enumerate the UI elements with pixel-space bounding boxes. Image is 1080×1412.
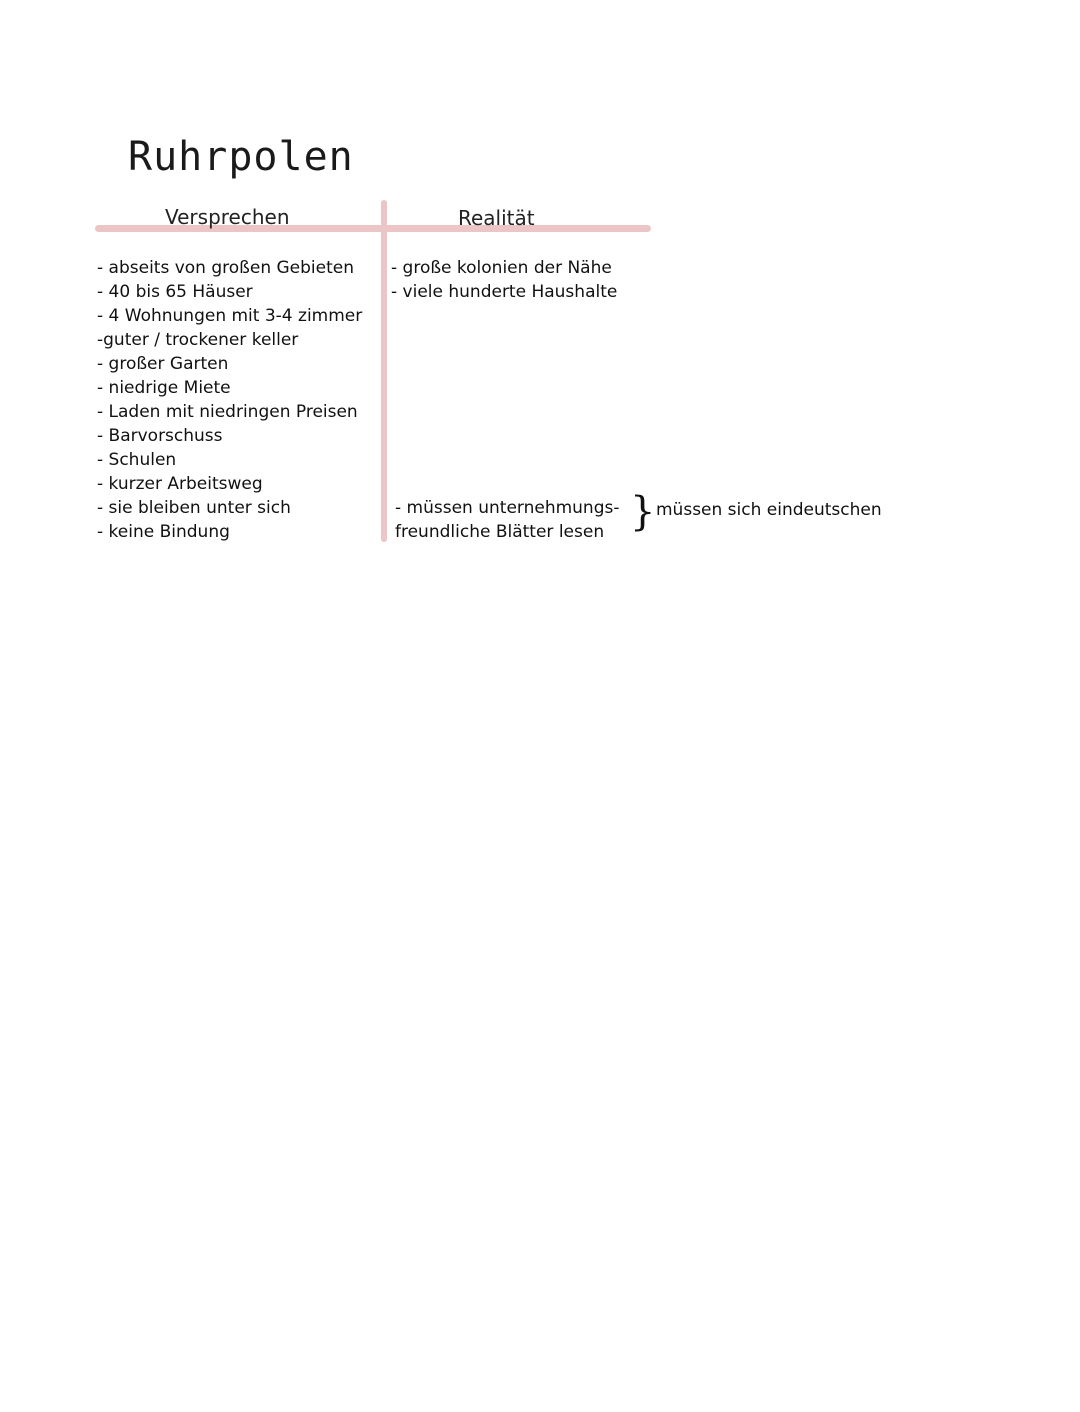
list-item: -guter / trockener keller — [97, 330, 299, 350]
list-item: - abseits von großen Gebieten — [97, 258, 355, 278]
list-item: - große kolonien der Nähe — [391, 258, 612, 278]
list-item: - sie bleiben unter sich — [97, 498, 291, 518]
list-item: - großer Garten — [97, 354, 229, 374]
list-item: - Barvorschuss — [97, 426, 223, 446]
list-item: - kurzer Arbeitsweg — [97, 474, 263, 494]
page-title: Ruhrpolen — [128, 134, 354, 180]
promises-list — [97, 256, 362, 544]
list-item: - 40 bis 65 Häuser — [97, 282, 253, 302]
column-header-versprechen: Versprechen — [165, 205, 290, 229]
reality-list — [391, 256, 617, 304]
reality-note — [395, 496, 620, 544]
column-header-realitaet: Realität — [458, 206, 535, 230]
list-item: - niedrige Miete — [97, 378, 231, 398]
brace-symbol: } — [630, 489, 656, 535]
list-item: - 4 Wohnungen mit 3-4 zimmer — [97, 306, 363, 326]
reality-conclusion: müssen sich eindeutschen — [656, 500, 882, 520]
list-item: - Schulen — [97, 450, 177, 470]
list-item: - Laden mit niedringen Preisen — [97, 402, 358, 422]
list-item: - viele hunderte Haushalte — [391, 282, 618, 302]
list-item: - keine Bindung — [97, 522, 230, 542]
table-vertical-divider — [381, 200, 387, 542]
reality-note-line-1: - müssen unternehmungs- — [395, 498, 620, 518]
reality-note-line-2: freundliche Blätter lesen — [395, 522, 605, 542]
